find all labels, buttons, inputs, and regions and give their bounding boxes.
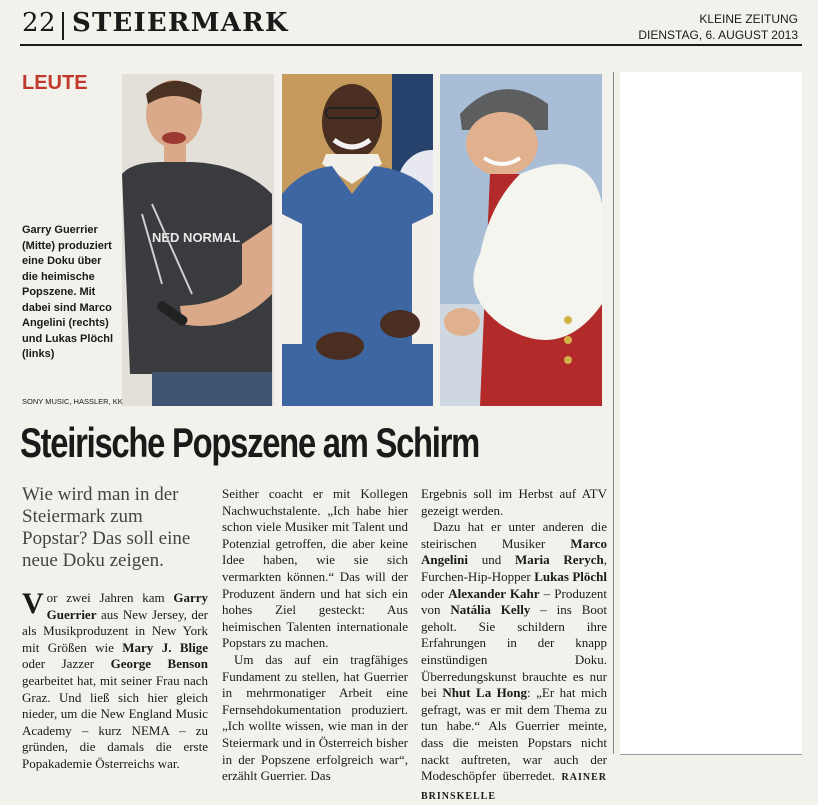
photo-caption: Garry Guerrier (Mitte) produziert eine Doku über die heimische Popszene. Mit dabei sind Marco Angelini (rechts) und Lukas Plöchl (links) <box>22 224 114 360</box>
photo-lukas-ploechl <box>122 74 274 406</box>
name-lukas-ploechl: Lukas Plöchl <box>534 568 608 584</box>
issue-date: DIENSTAG, 6. AUGUST 2013 <box>638 28 798 42</box>
photo-garry-guerrier <box>282 74 433 406</box>
section-title: STEIERMARK <box>72 8 289 38</box>
name-george-benson: George Benson <box>110 656 208 672</box>
name-marco-angelini: Marco Angelini <box>421 535 607 568</box>
text-run: oder <box>421 585 449 601</box>
paragraph: Seither coacht er mit Kollegen Nachwuchstalente. „Ich habe hier schon viele Musiker mit Talent und Potenzial getroffen, die aber keine Idee haben, wie sie sich vermarkten können.“ Das will der Produzent ändern und hat sich ein hohes Ziel gesteckt: Aus heimischen Talenten internationale Popstars zu machen. <box>222 486 408 651</box>
page-number: 22 <box>22 8 57 38</box>
name-garry-guerrier: Garry Guerrier <box>46 590 208 622</box>
name-maria-rerych: Maria Rerych <box>514 552 604 568</box>
newspaper-name: KLEINE ZEITUNG <box>699 12 798 26</box>
bottom-rule <box>620 754 802 755</box>
text-run: aus New Jersey, der als Musikproduzent in New York mit Größen wie <box>22 606 208 655</box>
article-column-3 <box>421 486 607 805</box>
drop-cap: V <box>22 587 44 620</box>
paragraph: Um das auf ein tragfähiges Fundament zu stellen, hat Guerrier in mehrmonatiger Arbeit eine Fernsehdokumentation produziert. „Ich wollte wissen, wie man in der Steiermark und in Österreich bisher in der Popszene erfolgreich war“, erzählt Guerrier. Das <box>222 651 408 784</box>
text-run: und <box>467 552 515 568</box>
column-divider <box>613 72 614 754</box>
kicker-label: LEUTE <box>22 72 88 94</box>
name-nhut-la-hong: Nhut La Hong <box>442 685 528 701</box>
text-run: – Produzent von <box>421 585 607 618</box>
name-alexander-kahr: Alexander Kahr <box>448 585 540 601</box>
text-run: oder Jazzer <box>22 656 111 672</box>
text-run: Dazu hat er unter anderen die steirischen Musiker <box>421 519 607 551</box>
header-rule <box>20 44 802 46</box>
text-run: or zwei Jahren kam <box>46 590 174 605</box>
photo-marco-angelini <box>440 74 602 406</box>
photo-middle-illustration <box>282 74 433 406</box>
photo-left-illustration <box>122 74 274 406</box>
article-lede: Wie wird man in der Steiermark zum Popstar? Das soll eine neue Doku zeigen. <box>22 484 191 571</box>
article-column-2 <box>222 486 408 785</box>
text-run: , Furchen-Hip-Hopper <box>421 552 607 584</box>
blank-ad-space <box>620 72 802 754</box>
photo-right-illustration <box>440 74 602 406</box>
paragraph: Ergebnis soll im Herbst auf ATV gezeigt werden. <box>421 486 607 518</box>
author-byline: RAINER BRINSKELLE <box>421 772 607 802</box>
article-column-1 <box>22 587 208 773</box>
article-headline: Steirische Popszene am Schirm <box>20 419 480 466</box>
name-natalia-kelly: Natália Kelly <box>450 602 531 618</box>
shirt-print: NED NORMAL <box>152 230 241 245</box>
text-run: : „Er hat mich gefragt, was er mit dem Thema zu tun habe.“ Als Guerrier meinte, dass die meisten Popstars nicht nackt auftreten, war auch der Modeschöpfer überredet. <box>421 685 607 784</box>
text-run: – ins Boot geholt. Sie schildern ihre Erfahrungen in der knapp einstündigen Doku. Überredungskunst brauchte es nur bei <box>421 602 608 701</box>
photo-credit: SONY MUSIC, HASSLER, KK <box>22 397 123 406</box>
text-run: gearbeitet hat, mit seiner Frau nach Graz. Und ließ sich hier gleich nieder, um die New England Music Academy – kurz NEMA – zu gründen, die damals die erste Popakademie Österreichs war. <box>22 672 208 771</box>
name-mary-j-blige: Mary J. Blige <box>122 639 208 655</box>
header-divider <box>62 12 64 40</box>
